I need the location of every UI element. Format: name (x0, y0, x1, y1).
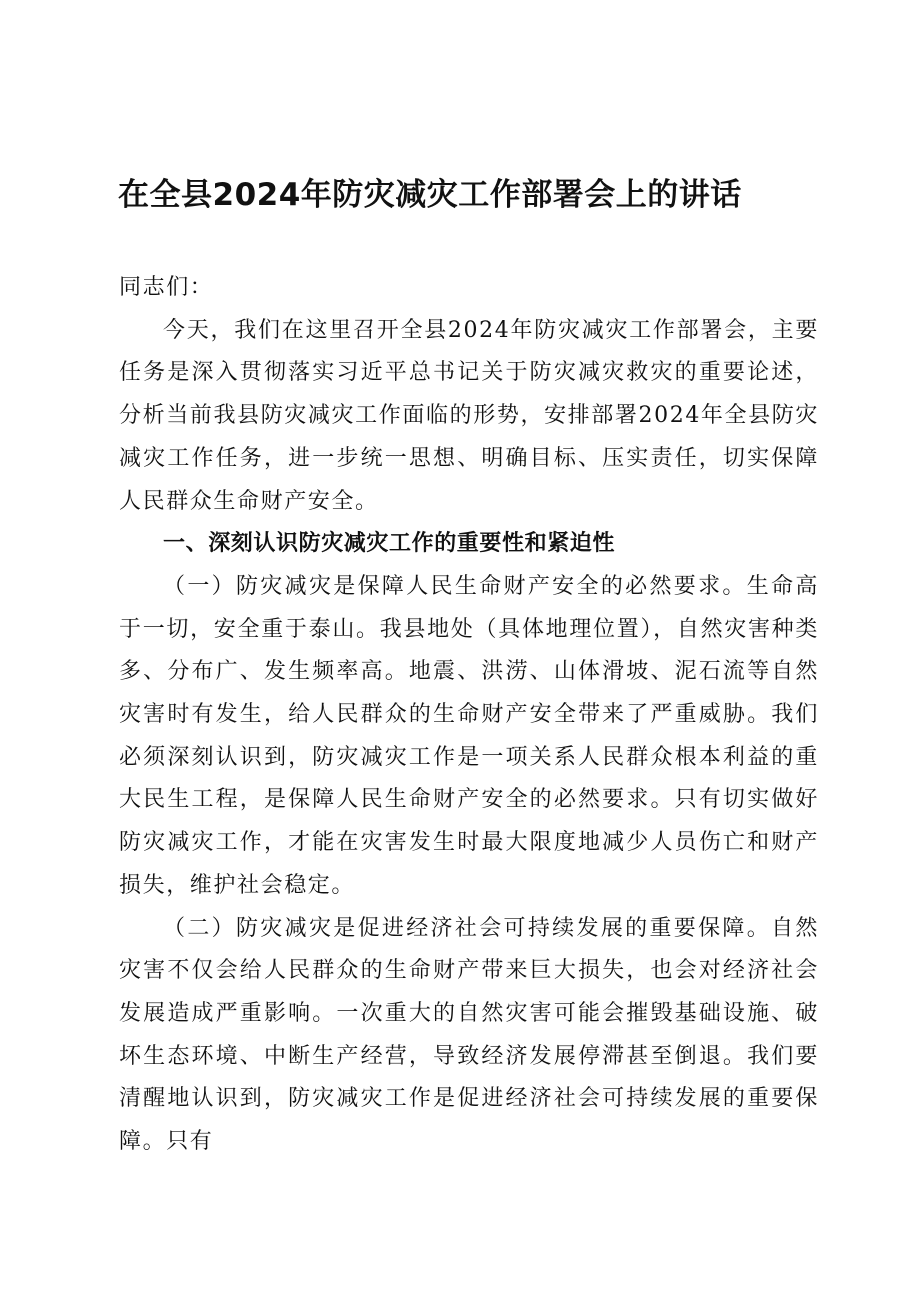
document-title: 在全县2024年防灾减灾工作部署会上的讲话 (118, 177, 742, 213)
salutation: 同志们： (119, 275, 214, 300)
document-body (119, 267, 819, 1164)
subsection-paragraph: （一）防灾减灾是保障人民生命财产安全的必然要求。生命高于一切，安全重于泰山。我县地处（具体地理位置），自然灾害种类多、分布广、发生频率高。地震、洪涝、山体滑坡、泥石流等自然灾害时有发生，给人民群众的生命财产安全带来了严重威胁。我们必须深刻认识到，防灾减灾工作是一项关系人民群众根本利益的重大民生工程，是保障人民生命财产安全的必然要求。只有切实做好防灾减灾工作，才能在灾害发生时最大限度地减少人员伤亡和财产损失，维护社会稳定。 (119, 573, 819, 898)
section-heading: 一、深刻认识防灾减灾工作的重要性和紧迫性 (163, 531, 616, 557)
subsection-paragraph: （二）防灾减灾是促进经济社会可持续发展的重要保障。自然灾害不仅会给人民群众的生命财产带来巨大损失，也会对经济社会发展造成严重影响。一次重大的自然灾害可能会摧毁基础设施、破坏生态环境、中断生产经营，导致经济发展停滞甚至倒退。我们要清醒地认识到，防灾减灾工作是促进经济社会可持续发展的重要保障。只有 (119, 915, 819, 1155)
intro-paragraph: 今天，我们在这里召开全县2024年防灾减灾工作部署会，主要任务是深入贯彻落实习近平总书记关于防灾减灾救灾的重要论述，分析当前我县防灾减灾工作面临的形势，安排部署2024年全县防灾减灾工作任务，进一步统一思想、明确目标、压实责任，切实保障人民群众生命财产安全。 (119, 317, 819, 514)
